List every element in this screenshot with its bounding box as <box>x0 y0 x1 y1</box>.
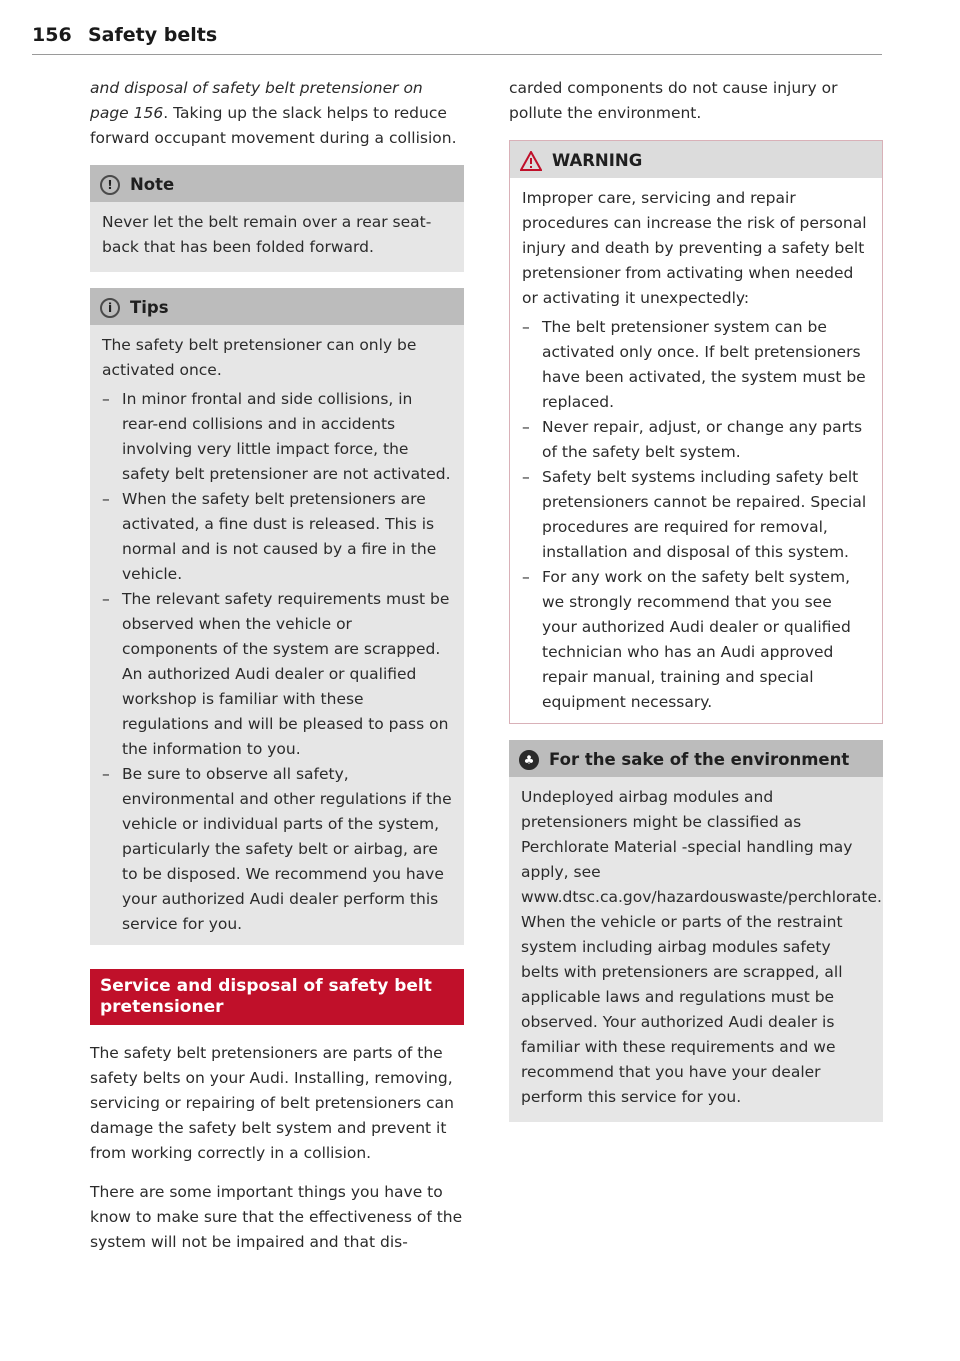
section-paragraph-1: The safety belt pretensioners are parts of the safety belts on your Audi. Installing, removing, servicing or repairing of belt pretensioners can damage the safety belt system and prevent it from working correctly in a collision. <box>90 1044 454 1162</box>
environment-header <box>509 740 883 777</box>
environment-label: For the sake of the environment <box>549 750 850 769</box>
tips-box <box>90 288 464 945</box>
page-header <box>32 24 882 55</box>
list-item: – In minor frontal and side collisions, in rear-end collisions and in accidents involving very little impact force, the safety belt pretensioner are not activated. <box>102 387 452 487</box>
exclamation-icon: ! <box>100 175 120 195</box>
list-item: – For any work on the safety belt system, we strongly recommend that you see your authorized Audi dealer or qualified technician who has an Audi approved repair manual, training and special equipment necessary. <box>522 565 870 715</box>
warning-text: Improper care, servicing and repair procedures can increase the risk of personal injury and death by preventing a safety belt pretensioner from activating when needed or activating it unexpectedly: <box>522 189 867 307</box>
leaf-icon: ♣ <box>519 750 539 770</box>
list-item: – When the safety belt pretensioners are activated, a fine dust is released. This is normal and is not caused by a fire in the vehicle. <box>102 487 452 587</box>
environment-text: Undeployed airbag modules and pretensioners might be classified as Perchlorate Material -special handling may apply, see www.dtsc.ca.gov/hazardouswaste/perchlorate. When the vehicle or parts of the restraint system including airbag modules safety belts with pretensioners are scrapped, all applicable laws and regulations must be observed. Your authorized Audi dealer is familiar with these requirements and we recommend that you have your dealer perform this service for you. <box>521 788 882 1106</box>
page-reference-link[interactable]: and disposal of safety belt pretensioner on page 156 <box>90 79 423 122</box>
chapter-title: Safety belts <box>88 24 218 46</box>
environment-box <box>509 740 883 1122</box>
list-item: – Never repair, adjust, or change any parts of the safety belt system. <box>522 415 870 465</box>
continued-paragraph: carded components do not cause injury or pollute the environment. <box>509 79 838 122</box>
note-box <box>90 165 464 272</box>
info-icon: i <box>100 298 120 318</box>
list-item: – The relevant safety requirements must be observed when the vehicle or components of the system are scrapped. An authorized Audi dealer or qualified workshop is familiar with these regulations and will be pleased to pass on the information to you. <box>102 587 452 762</box>
section-heading: Service and disposal of safety belt pretensioner <box>90 969 464 1025</box>
tips-label: Tips <box>130 298 169 317</box>
list-item: – Safety belt systems including safety belt pretensioners cannot be repaired. Special procedures are required for removal, installation and disposal of this system. <box>522 465 870 565</box>
tips-list <box>102 387 452 937</box>
note-text: Never let the belt remain over a rear seat-back that has been folded forward. <box>102 213 432 256</box>
section-paragraph-2: There are some important things you have to know to make sure that the effectiveness of the system will not be impaired and that dis- <box>90 1183 463 1251</box>
list-item: – The belt pretensioner system can be activated only once. If belt pretensioners have been activated, the system must be replaced. <box>522 315 870 415</box>
warning-label: WARNING <box>552 151 643 170</box>
tips-header <box>90 288 464 325</box>
page-number: 156 <box>32 24 72 46</box>
warning-box <box>509 140 883 724</box>
warning-header <box>510 141 882 178</box>
right-column <box>509 76 883 1138</box>
tips-text: The safety belt pretensioner can only be activated once. <box>102 336 417 379</box>
intro-paragraph: and disposal of safety belt pretensioner on page 156. Taking up the slack helps to reduce forward occupant movement during a collision. <box>90 79 457 147</box>
note-header <box>90 165 464 202</box>
warning-list <box>522 315 870 715</box>
warning-triangle-icon <box>520 151 542 171</box>
left-column <box>90 76 464 1269</box>
note-label: Note <box>130 175 175 194</box>
list-item: – Be sure to observe all safety, environmental and other regulations if the vehicle or individual parts of the system, particularly the safety belt or airbag, are to be disposed. We recommend you have your authorized Audi dealer perform this service for you. <box>102 762 452 937</box>
